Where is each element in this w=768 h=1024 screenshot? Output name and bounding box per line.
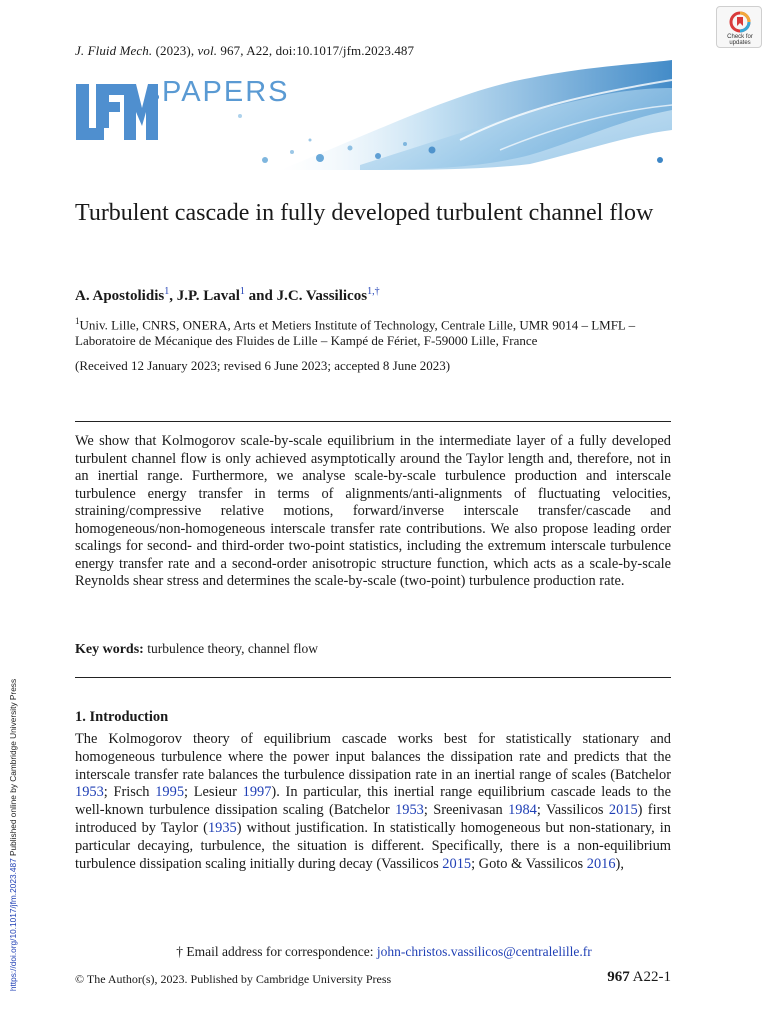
intro-text: ). In particular, this inertial range equilibrium cascade leads to the well-known turbulence dissipation scaling (Batchelor	[75, 784, 672, 819]
citation-link[interactable]: 1953	[75, 784, 104, 801]
author-name: J.P. Laval	[176, 288, 240, 304]
papers-section-label: PAPERS	[162, 76, 290, 108]
keywords-text: turbulence theory, channel flow	[143, 641, 319, 656]
abstract-text: We show that Kolmogorov scale-by-scale equilibrium in the intermediate layer of a fully developed turbulent channel flow is only achieved asymptotically around the Taylor length and, therefore, not in an inertial range. Furthermore, we analyse scale-by-scale turbulence production and interscale turbulence energy transfer in terms of alignments/anti-alignments of fluctuating velocities, straining/compressive relative motions, forward/inverse interscale transfer/cascade and homogeneous/non-homogeneous interscale transfer rate contributions. We also propose leading order scalings for second- and third-order two-point statistics, including the extremum interscale turbulence energy transfer rate and a second-order anisotropic structure function, which acts as a scale-by-scale Reynolds shear stress and determines the scale-by-scale (two-point) turbulence production rate.	[75, 433, 671, 589]
volume-number: 967	[607, 969, 630, 985]
side-doi-strip	[8, 650, 18, 1020]
keywords-label: Key words:	[75, 642, 144, 657]
intro-text: ) without justification. In statistically homogeneous but non-stationary, in particular decaying, turbulence, the situation is different. Specifically, there is a non-equilibrium turbulence dissipation scaling initially during decay (Vassilicos	[75, 819, 672, 872]
received-dates: (Received 12 January 2023; revised 6 June 2023; accepted 8 June 2023)	[75, 358, 451, 373]
paper-title: Turbulent cascade in fully developed turbulent channel flow	[75, 200, 654, 226]
author-list	[75, 286, 380, 305]
citation-link[interactable]: 1997	[242, 784, 272, 801]
citation-link[interactable]: 2016	[586, 855, 616, 872]
citation-link[interactable]: 2015	[608, 802, 638, 819]
section-heading: 1. Introduction	[75, 709, 169, 725]
affiliation-marker: 1	[75, 316, 80, 326]
footnote-prefix: † Email address for correspondence:	[176, 944, 377, 959]
author-affiliation-marker[interactable]: 1	[164, 286, 170, 297]
author-separator: ,	[169, 288, 177, 304]
badge-line-1: Check for	[727, 34, 753, 40]
crossmark-icon	[729, 11, 751, 33]
citation-link[interactable]: 1953	[395, 802, 424, 819]
intro-text: ) first introduced by Taylor (	[75, 802, 671, 836]
author-affiliation-marker[interactable]: 1,†	[367, 286, 380, 297]
author-conjunction: and	[244, 288, 277, 304]
abstract-bottom-rule	[75, 677, 671, 678]
water-splash-illustration	[238, 60, 672, 170]
article-page-reference	[607, 969, 671, 986]
keywords	[75, 641, 318, 658]
jfm-papers-banner	[60, 60, 672, 170]
correspondence-footnote	[0, 944, 768, 960]
journal-name: J. Fluid Mech.	[75, 43, 153, 58]
journal-year: (2023),	[152, 43, 198, 58]
citation-link[interactable]: 2015	[442, 855, 472, 872]
abstract-top-rule	[75, 421, 671, 422]
author-name: A. Apostolidis	[75, 288, 165, 304]
intro-text: ),	[615, 855, 624, 872]
intro-text: The Kolmogorov theory of equilibrium cascade works best for statistically stationary and homogeneous turbulence where the power input balances the dissipation rate and predicts that the interscale transfer rate balances the turbulence dissipation rate in an inertial range of scales (Batchelor	[75, 731, 671, 783]
badge-line-2: updates	[729, 40, 751, 46]
journal-doi: 967, A22, doi:10.1017/jfm.2023.487	[217, 43, 415, 58]
citation-link[interactable]: 1984	[508, 802, 537, 819]
author-affiliation-marker[interactable]: 1	[239, 286, 245, 297]
citation-link[interactable]: 1995	[155, 784, 185, 801]
intro-text: ; Frisch	[103, 784, 156, 801]
jfm-logo	[76, 84, 159, 140]
author-name: J.C. Vassilicos	[276, 288, 368, 304]
check-for-updates-badge[interactable]	[716, 6, 762, 48]
citation-link[interactable]: 1935	[207, 819, 237, 836]
article-number: A22-1	[629, 969, 671, 985]
copyright-notice: © The Author(s), 2023. Published by Cambridge University Press	[75, 972, 392, 986]
side-doi-link[interactable]: https://doi.org/10.1017/jfm.2023.487	[8, 858, 18, 992]
journal-citation	[75, 43, 414, 59]
intro-text: ; Vassilicos	[536, 802, 609, 819]
intro-text: ; Sreenivasan	[423, 802, 509, 819]
side-published-text: Published online by Cambridge University Press	[8, 678, 18, 859]
affiliation	[75, 313, 675, 349]
intro-text: ; Goto & Vassilicos	[471, 855, 587, 872]
intro-text: ; Lesieur	[184, 784, 243, 801]
affiliation-text: Univ. Lille, CNRS, ONERA, Arts et Metiers Institute of Technology, Centrale Lille, UMR 9014 – LMFL – Laboratoire de Mécanique des Fluides de Lille – Kampé de Fériet, F-59000 Lille, France	[75, 317, 636, 349]
introduction-paragraph	[75, 731, 671, 873]
correspondence-email-link[interactable]: john-christos.vassilicos@centralelille.fr	[376, 944, 592, 959]
journal-vol-label: vol.	[197, 43, 218, 58]
